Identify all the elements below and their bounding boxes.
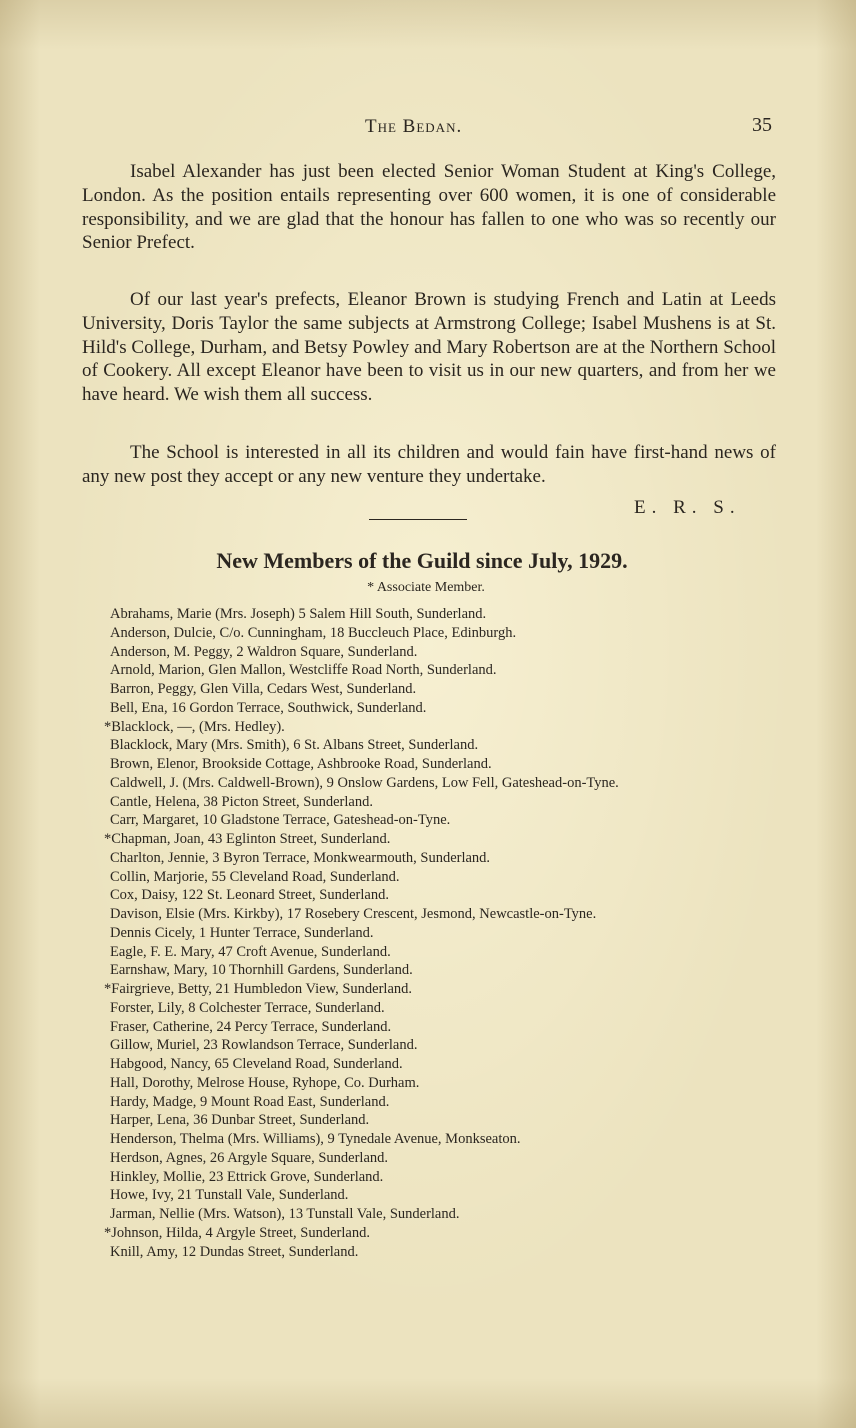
list-item: Habgood, Nancy, 65 Cleveland Road, Sunderland. — [110, 1056, 403, 1072]
list-item: Howe, Ivy, 21 Tunstall Vale, Sunderland. — [110, 1187, 349, 1204]
member-list — [104, 605, 800, 1261]
list-item: Charlton, Jennie, 3 Byron Terrace, Monkwearmouth, Sunderland. — [110, 849, 491, 866]
list-item: Carr, Margaret, 10 Gladstone Terrace, Gateshead-on-Tyne. — [110, 812, 451, 829]
list-item: Herdson, Agnes, 26 Argyle Square, Sunderland. — [110, 1149, 389, 1166]
list-item: Eagle, F. E. Mary, 47 Croft Avenue, Sunderland. — [110, 943, 391, 960]
list-item: *Chapman, Joan, 43 Eglinton Street, Sunderland. — [104, 831, 391, 847]
list-item: Brown, Elenor, Brookside Cottage, Ashbrooke Road, Sunderland. — [110, 756, 492, 772]
list-item: Hardy, Madge, 9 Mount Road East, Sunderland. — [110, 1093, 390, 1110]
list-item: Forster, Lily, 8 Colchester Terrace, Sunderland. — [110, 999, 385, 1016]
paragraph-school-news: The School is interested in all its children and would fain have first-hand news of any new post they accept or any new venture they undertake. — [82, 442, 776, 487]
list-item: Davison, Elsie (Mrs. Kirkby), 17 Rosebery Crescent, Jesmond, Newcastle-on-Tyne. — [110, 906, 597, 922]
section-title-text: New Members of the Guild since July, 1929. — [216, 548, 628, 573]
associate-note-text: * Associate Member. — [367, 580, 485, 595]
page-number: 35 — [752, 114, 772, 136]
list-item: Collin, Marjorie, 55 Cleveland Road, Sunderland. — [110, 868, 400, 885]
list-item: Knill, Amy, 12 Dundas Street, Sunderland. — [110, 1243, 359, 1260]
list-item: Anderson, Dulcie, C/o. Cunningham, 18 Buccleuch Place, Edinburgh. — [110, 624, 517, 641]
list-item: Jarman, Nellie (Mrs. Watson), 13 Tunstall Vale, Sunderland. — [110, 1206, 460, 1222]
running-title: The Bedan. — [365, 116, 463, 137]
list-item: Barron, Peggy, Glen Villa, Cedars West, Sunderland. — [110, 681, 417, 697]
list-item: Anderson, M. Peggy, 2 Waldron Square, Sunderland. — [110, 643, 418, 660]
list-item: Dennis Cicely, 1 Hunter Terrace, Sunderland. — [110, 924, 374, 941]
list-item: Henderson, Thelma (Mrs. Williams), 9 Tynedale Avenue, Monkseaton. — [110, 1131, 521, 1147]
list-item: Caldwell, J. (Mrs. Caldwell-Brown), 9 Onslow Gardens, Low Fell, Gateshead-on-Tyne. — [110, 774, 619, 791]
list-item: Abrahams, Marie (Mrs. Joseph) 5 Salem Hill South, Sunderland. — [110, 606, 487, 622]
paragraph-prefects: Of our last year's prefects, Eleanor Brown is studying French and Latin at Leeds University, Doris Taylor the same subjects at Armstrong College; Isabel Mushens is at St. Hild's College, Durham, and Betsy Powley and Mary Robertson are at the Northern School of Cookery. All except Eleanor have been to visit us in our new quarters, and from her we have heard. We wish them all success. — [82, 289, 776, 406]
list-item: Hall, Dorothy, Melrose House, Ryhope, Co. Durham. — [110, 1074, 420, 1091]
list-item: Hinkley, Mollie, 23 Ettrick Grove, Sunderland. — [110, 1168, 384, 1185]
list-item: Cox, Daisy, 122 St. Leonard Street, Sunderland. — [110, 887, 389, 904]
list-item: Gillow, Muriel, 23 Rowlandson Terrace, Sunderland. — [110, 1037, 418, 1054]
list-item: Harper, Lena, 36 Dunbar Street, Sunderland. — [110, 1112, 370, 1129]
list-item: Fraser, Catherine, 24 Percy Terrace, Sunderland. — [110, 1018, 392, 1035]
list-item: *Fairgrieve, Betty, 21 Humbledon View, Sunderland. — [104, 981, 413, 997]
list-item: *Johnson, Hilda, 4 Argyle Street, Sunderland. — [104, 1224, 370, 1241]
list-item: Bell, Ena, 16 Gordon Terrace, Southwick, Sunderland. — [110, 699, 427, 716]
author-initials: E. R. S. — [634, 497, 741, 518]
list-item: Arnold, Marion, Glen Mallon, Westcliffe Road North, Sunderland. — [110, 662, 497, 679]
paragraph-alexander: Isabel Alexander has just been elected Senior Woman Student at King's College, London. As the position entails representing over 600 women, it is one of considerable responsibility, and we are glad that the honour has fallen to one who was so recently our Senior Prefect. — [82, 161, 776, 254]
list-item: *Blacklock, —, (Mrs. Hedley). — [104, 718, 285, 735]
list-item: Blacklock, Mary (Mrs. Smith), 6 St. Albans Street, Sunderland. — [110, 737, 479, 754]
running-head — [0, 116, 856, 144]
section-title — [0, 548, 856, 574]
list-item: Earnshaw, Mary, 10 Thornhill Gardens, Sunderland. — [110, 962, 413, 979]
list-item: Cantle, Helena, 38 Picton Street, Sunderland. — [110, 793, 373, 810]
associate-note — [0, 580, 856, 596]
section-divider — [369, 519, 467, 520]
